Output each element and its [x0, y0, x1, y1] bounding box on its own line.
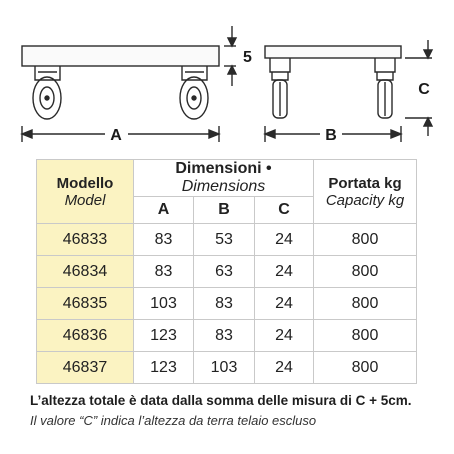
dimension-b-cell: 63: [194, 256, 255, 288]
model-cell: 46836: [37, 320, 134, 352]
dimensions-header: [134, 160, 314, 197]
dimension-c-cell: 24: [255, 352, 314, 384]
model-label: Modello: [56, 174, 114, 192]
model-cell: 46835: [37, 288, 134, 320]
front-view-drawing: [265, 46, 401, 118]
dimension-a-label: A: [110, 127, 122, 144]
column-a-header: A: [134, 197, 194, 224]
dimension-c-label: C: [418, 81, 430, 98]
height-dimension: [224, 26, 236, 86]
dimension-c-cell: 24: [255, 256, 314, 288]
dimension-c-cell: 24: [255, 288, 314, 320]
capacity-cell: 800: [314, 352, 417, 384]
dimension-a-cell: 83: [134, 256, 194, 288]
dimension-b-cell: 83: [194, 320, 255, 352]
dimension-a-cell: 123: [134, 352, 194, 384]
model-cell: 46834: [37, 256, 134, 288]
model-column-header: [37, 160, 134, 224]
dimension-a-cell: 83: [134, 224, 194, 256]
column-b-header: B: [194, 197, 255, 224]
model-cell: 46837: [37, 352, 134, 384]
dimension-c-cell: 24: [255, 320, 314, 352]
column-c-header: C: [255, 197, 314, 224]
table-row: [37, 224, 417, 256]
dimension-b-cell: 103: [194, 352, 255, 384]
table-header-row: [37, 160, 417, 197]
capacity-cell: 800: [314, 288, 417, 320]
dimensions-label: Dimensioni: [175, 160, 262, 177]
side-view-drawing: [22, 46, 219, 119]
technical-drawings: [0, 0, 454, 150]
specifications-table: [36, 159, 417, 384]
capacity-cell: 800: [314, 320, 417, 352]
capacity-cell: 800: [314, 224, 417, 256]
c-value-note: Il valore “C” indica l’altezza da terra telaio escluso: [30, 413, 317, 428]
dimension-b-cell: 53: [194, 224, 255, 256]
capacity-cell: 800: [314, 256, 417, 288]
table-row: [37, 352, 417, 384]
capacity-label: Portata kg: [328, 174, 402, 192]
dimension-c-cell: 24: [255, 224, 314, 256]
dimension-b-cell: 83: [194, 288, 255, 320]
table-row: [37, 320, 417, 352]
dimension-a-cell: 103: [134, 288, 194, 320]
model-label-en: Model: [64, 191, 106, 209]
table-row: [37, 288, 417, 320]
height-label: 5: [243, 49, 252, 66]
model-cell: 46833: [37, 224, 134, 256]
total-height-note: L’altezza totale è data dalla somma delle misura di C + 5cm.: [30, 393, 412, 408]
dimensions-bullet: •: [266, 160, 272, 177]
dimension-a-cell: 123: [134, 320, 194, 352]
dimension-b-label: B: [325, 127, 337, 144]
capacity-column-header: [314, 160, 417, 224]
dimensions-label-en: Dimensions: [181, 178, 266, 195]
capacity-label-en: Capacity kg: [325, 191, 405, 209]
table-row: [37, 256, 417, 288]
